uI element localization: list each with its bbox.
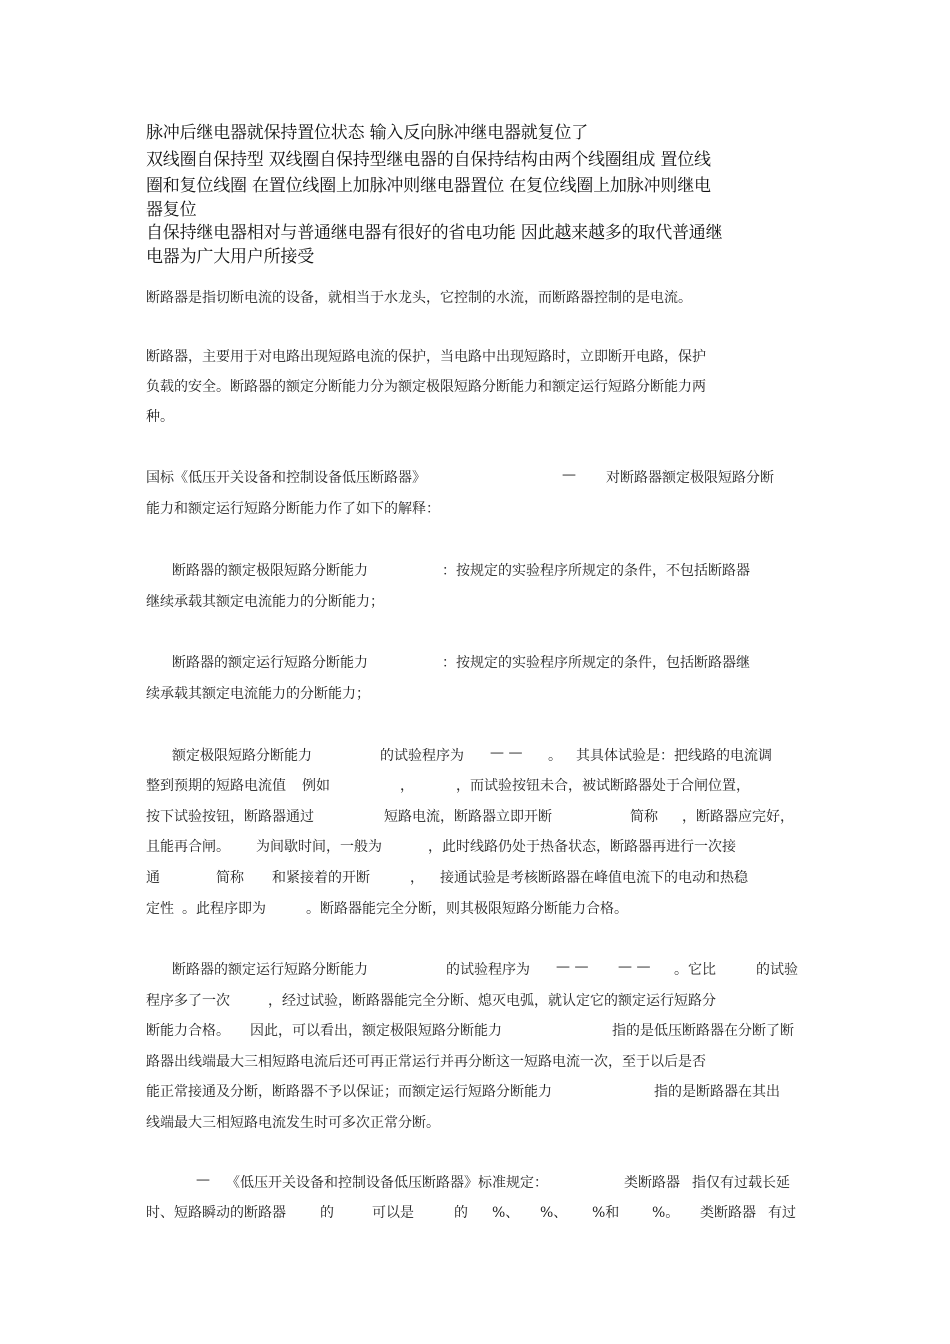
para8-percent: %。 [652, 1205, 680, 1221]
para8-text: 时、短路瞬动的断路器 [146, 1205, 286, 1221]
para5-text: 断路器的额定运行短路分断能力 [172, 655, 368, 671]
para7-text: 因此，可以看出，额定极限短路分断能力 [250, 1023, 502, 1039]
para8-text: 类断路器 [700, 1205, 756, 1221]
para6-text: 和紧接着的开断 [272, 870, 370, 886]
para7-text: 程序多了一次 [146, 993, 230, 1009]
para5-line-2: 续承载其额定电流能力的分断能力； [146, 686, 370, 702]
para7-dash: — — [556, 959, 589, 975]
intro-line-3: 圈和复位线圈 在置位线圈上加脉冲则继电器置位 在复位线圈上加脉冲则继电 [146, 176, 711, 196]
para7-line-6: 线端最大三相短路电流发生时可多次正常分断。 [146, 1115, 440, 1131]
intro-line-1: 脉冲后继电器就保持置位状态 输入反向脉冲继电器就复位了 [146, 123, 589, 143]
para5-text: ：按规定的实验程序所规定的条件，包括断路器继 [442, 655, 750, 671]
para7-text: 指的是断路器在其出 [654, 1084, 780, 1100]
para6-text: ， [400, 778, 414, 794]
para6-dash: — — [490, 745, 523, 761]
para8-dash: — [196, 1172, 210, 1188]
para4-line-2: 继续承载其额定电流能力的分断能力； [146, 594, 384, 610]
para8-text: 的 [320, 1205, 334, 1221]
para6-text: 为间歇时间，一般为 [256, 839, 382, 855]
para7-text: 的试验程序为 [446, 962, 530, 978]
para6-text: 定性 [146, 901, 174, 917]
para3-text: 国标《低压开关设备和控制设备低压断路器》 [146, 470, 426, 486]
para7-text: 的试验 [756, 962, 798, 978]
para7-line-4: 路器出线端最大三相短路电流后还可再正常运行并再分断这一短路电流一次，至于以后是否 [146, 1054, 706, 1070]
para4-text: 断路器的额定极限短路分断能力 [172, 563, 368, 579]
para7-text: 断路器的额定运行短路分断能力 [172, 962, 368, 978]
para8-text: 《低压开关设备和控制设备低压断路器》标准规定： [226, 1175, 548, 1191]
para6-text: ， [410, 870, 424, 886]
intro-line-2: 双线圈自保持型 双线圈自保持型继电器的自保持结构由两个线圈组成 置位线 [146, 150, 711, 170]
para8-text: 可以是 [372, 1205, 414, 1221]
intro-line-6: 电器为广大用户所接受 [146, 247, 314, 267]
para3-line-2: 能力和额定运行短路分断能力作了如下的解释： [146, 501, 440, 517]
para6-text: 。此程序即为 [182, 901, 266, 917]
para8-text: 指仅有过载长延 [692, 1175, 790, 1191]
para6-text: 的试验程序为 [380, 748, 464, 764]
para6-text: 短路电流，断路器立即开断 [384, 809, 552, 825]
para7-text: 能正常接通及分断，断路器不予以保证；而额定运行短路分断能力 [146, 1084, 552, 1100]
para4-text: ：按规定的实验程序所规定的条件，不包括断路器 [442, 563, 750, 579]
para7-dash: — — [618, 959, 651, 975]
para6-text: 通 [146, 870, 160, 886]
para6-text: 整到预期的短路电流值 [146, 778, 286, 794]
para6-text: 额定极限短路分断能力 [172, 748, 312, 764]
para6-text: 简称 [630, 809, 658, 825]
para6-text: ，而试验按钮未合，被试断路器处于合闸位置， [456, 778, 750, 794]
para7-text: 断能力合格。 [146, 1023, 230, 1039]
para8-percent: %、 [540, 1205, 568, 1221]
para2-line-1: 断路器，主要用于对电路出现短路电流的保护，当电路中出现短路时，立即断开电路，保护 [146, 349, 706, 365]
para6-text: 。 [548, 748, 562, 764]
para6-text: 。断路器能完全分断，则其极限短路分断能力合格。 [306, 901, 628, 917]
para6-text: ，此时线路仍处于热备状态，断路器再进行一次接 [428, 839, 736, 855]
para8-text: 类断路器 [624, 1175, 680, 1191]
para6-text: ，断路器应完好， [682, 809, 794, 825]
para7-text: 指的是低压断路器在分断了断 [612, 1023, 794, 1039]
para6-text: 接通试验是考核断路器在峰值电流下的电动和热稳 [440, 870, 748, 886]
intro-line-4: 器复位 [146, 200, 197, 220]
para6-text: 简称 [216, 870, 244, 886]
para8-percent: %、 [492, 1205, 520, 1221]
intro-line-5: 自保持继电器相对与普通继电器有很好的省电功能 因此越来越多的取代普通继 [146, 223, 723, 243]
para6-text: 按下试验按钮，断路器通过 [146, 809, 314, 825]
para6-text: 例如 [302, 778, 330, 794]
para6-text: 其具体试验是：把线路的电流调 [576, 748, 772, 764]
para3-dash: — [562, 467, 576, 483]
para3-text: 对断路器额定极限短路分断 [606, 470, 774, 486]
para8-text: 有过 [768, 1205, 796, 1221]
para2-line-2: 负载的安全。断路器的额定分断能力分为额定极限短路分断能力和额定运行短路分断能力两 [146, 379, 706, 395]
para8-percent: %和 [592, 1205, 620, 1221]
para2-line-3: 种。 [146, 409, 174, 425]
para6-text: 且能再合闸。 [146, 839, 230, 855]
para7-text: 。它比 [674, 962, 716, 978]
para1-line-1: 断路器是指切断电流的设备，就相当于水龙头，它控制的水流，而断路器控制的是电流。 [146, 290, 692, 306]
para8-text: 的 [454, 1205, 468, 1221]
para7-text: ，经过试验，断路器能完全分断、熄灭电弧，就认定它的额定运行短路分 [268, 993, 716, 1009]
